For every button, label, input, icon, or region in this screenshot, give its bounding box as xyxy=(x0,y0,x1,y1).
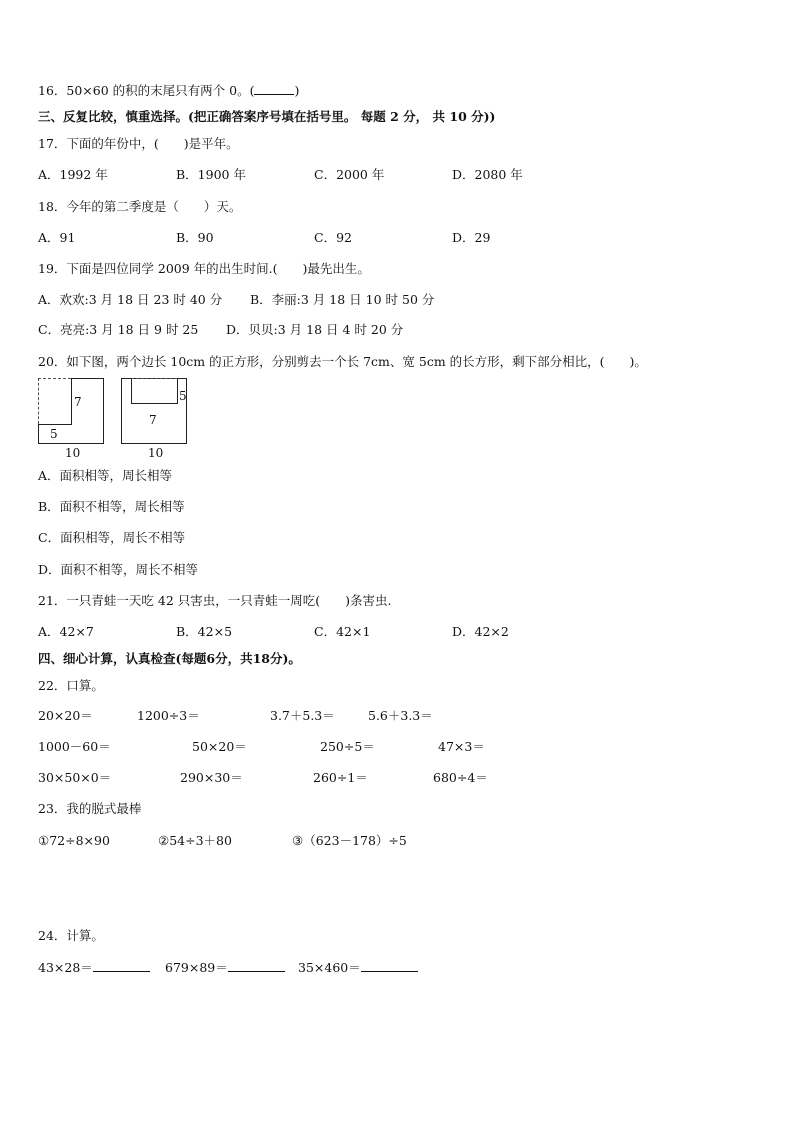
calc-item: 3.7＋5.3＝ xyxy=(270,708,335,723)
option-d[interactable]: D．29 xyxy=(452,230,491,245)
calc-item: 30×50×0＝ xyxy=(38,770,112,785)
question-19-stem: 19．下面是四位同学 2009 年的出生时间.( )最先出生。 xyxy=(38,261,370,276)
option-b[interactable]: B．面积不相等，周长相等 xyxy=(38,499,185,514)
option-a[interactable]: A．1992 年 xyxy=(38,167,108,182)
question-22-stem: 22．口算。 xyxy=(38,678,104,693)
answer-blank[interactable] xyxy=(254,82,294,95)
question-20-stem: 20．如下图，两个边长 10cm 的正方形，分别剪去一个长 7cm、宽 5cm 的长方形，剩下部分相比，( )。 xyxy=(38,354,647,369)
calc-item: 50×20＝ xyxy=(192,739,247,754)
option-c[interactable]: C．面积相等，周长不相等 xyxy=(38,530,186,545)
option-d[interactable]: D．贝贝:3 月 18 日 4 时 20 分 xyxy=(226,322,404,337)
calc-item: 5.6＋3.3＝ xyxy=(368,708,433,723)
paren-close: ) xyxy=(294,83,300,98)
option-b[interactable]: B．42×5 xyxy=(176,624,233,639)
option-a[interactable]: A．面积相等，周长相等 xyxy=(38,468,173,483)
label-cut-long: 7 xyxy=(149,413,157,427)
label-cut-short: 5 xyxy=(179,389,187,403)
option-d[interactable]: D．2080 年 xyxy=(452,167,523,182)
calc-text: 679×89＝ xyxy=(165,960,228,975)
section-4-title: 四、细心计算，认真检查(每题6分，共18分)。 xyxy=(38,651,301,666)
option-b[interactable]: B．90 xyxy=(176,230,214,245)
answer-blank[interactable] xyxy=(361,959,418,972)
calc-item: 1000－60＝ xyxy=(38,739,111,754)
question-17-stem: 17．下面的年份中，( )是平年。 xyxy=(38,136,239,151)
section-3-title: 三、反复比较，慎重选择。(把正确答案序号填在括号里。 每题 2 分， 共 10 分)) xyxy=(38,109,496,124)
calc-item xyxy=(38,959,150,976)
question-23-stem: 23．我的脱式最棒 xyxy=(38,801,142,816)
answer-blank[interactable] xyxy=(93,959,150,972)
label-side: 10 xyxy=(148,446,164,460)
calc-item: 290×30＝ xyxy=(180,770,243,785)
option-c[interactable]: C．2000 年 xyxy=(314,167,385,182)
label-cut-short: 5 xyxy=(50,427,58,441)
calc-item: 20×20＝ xyxy=(38,708,93,723)
option-d[interactable]: D．面积不相等，周长不相等 xyxy=(38,562,199,577)
expr-item: ①72÷8×90 xyxy=(38,833,110,848)
question-16 xyxy=(38,82,299,99)
calc-item: 680÷4＝ xyxy=(433,770,488,785)
label-cut-long: 7 xyxy=(74,395,82,409)
square-figure-left xyxy=(38,378,104,460)
option-c[interactable]: C．亮亮:3 月 18 日 9 时 25 xyxy=(38,322,199,337)
option-b[interactable]: B．李丽:3 月 18 日 10 时 50 分 xyxy=(250,292,435,307)
calc-item xyxy=(165,959,285,976)
expr-item: ②54÷3＋80 xyxy=(158,833,232,848)
calc-text: 43×28＝ xyxy=(38,960,93,975)
answer-blank[interactable] xyxy=(228,959,285,972)
calc-item: 250÷5＝ xyxy=(320,739,375,754)
calc-item: 1200÷3＝ xyxy=(137,708,200,723)
option-c[interactable]: C．92 xyxy=(314,230,352,245)
option-a[interactable]: A．欢欢:3 月 18 日 23 时 40 分 xyxy=(38,292,223,307)
square-figure-right xyxy=(121,378,187,460)
question-16-text: 16．50×60 的积的末尾只有两个 0。( xyxy=(38,83,255,98)
label-side: 10 xyxy=(65,446,81,460)
question-24-stem: 24．计算。 xyxy=(38,928,104,943)
expr-item: ③（623－178）÷5 xyxy=(292,833,407,848)
question-18-stem: 18．今年的第二季度是（ ）天。 xyxy=(38,199,242,214)
option-a[interactable]: A．91 xyxy=(38,230,76,245)
option-d[interactable]: D．42×2 xyxy=(452,624,509,639)
option-a[interactable]: A．42×7 xyxy=(38,624,94,639)
calc-item: 260÷1＝ xyxy=(313,770,368,785)
calc-text: 35×460＝ xyxy=(298,960,361,975)
calc-item: 47×3＝ xyxy=(438,739,485,754)
option-b[interactable]: B．1900 年 xyxy=(176,167,246,182)
option-c[interactable]: C．42×1 xyxy=(314,624,371,639)
question-21-stem: 21．一只青蛙一天吃 42 只害虫，一只青蛙一周吃( )条害虫. xyxy=(38,593,392,608)
calc-item xyxy=(298,959,418,976)
